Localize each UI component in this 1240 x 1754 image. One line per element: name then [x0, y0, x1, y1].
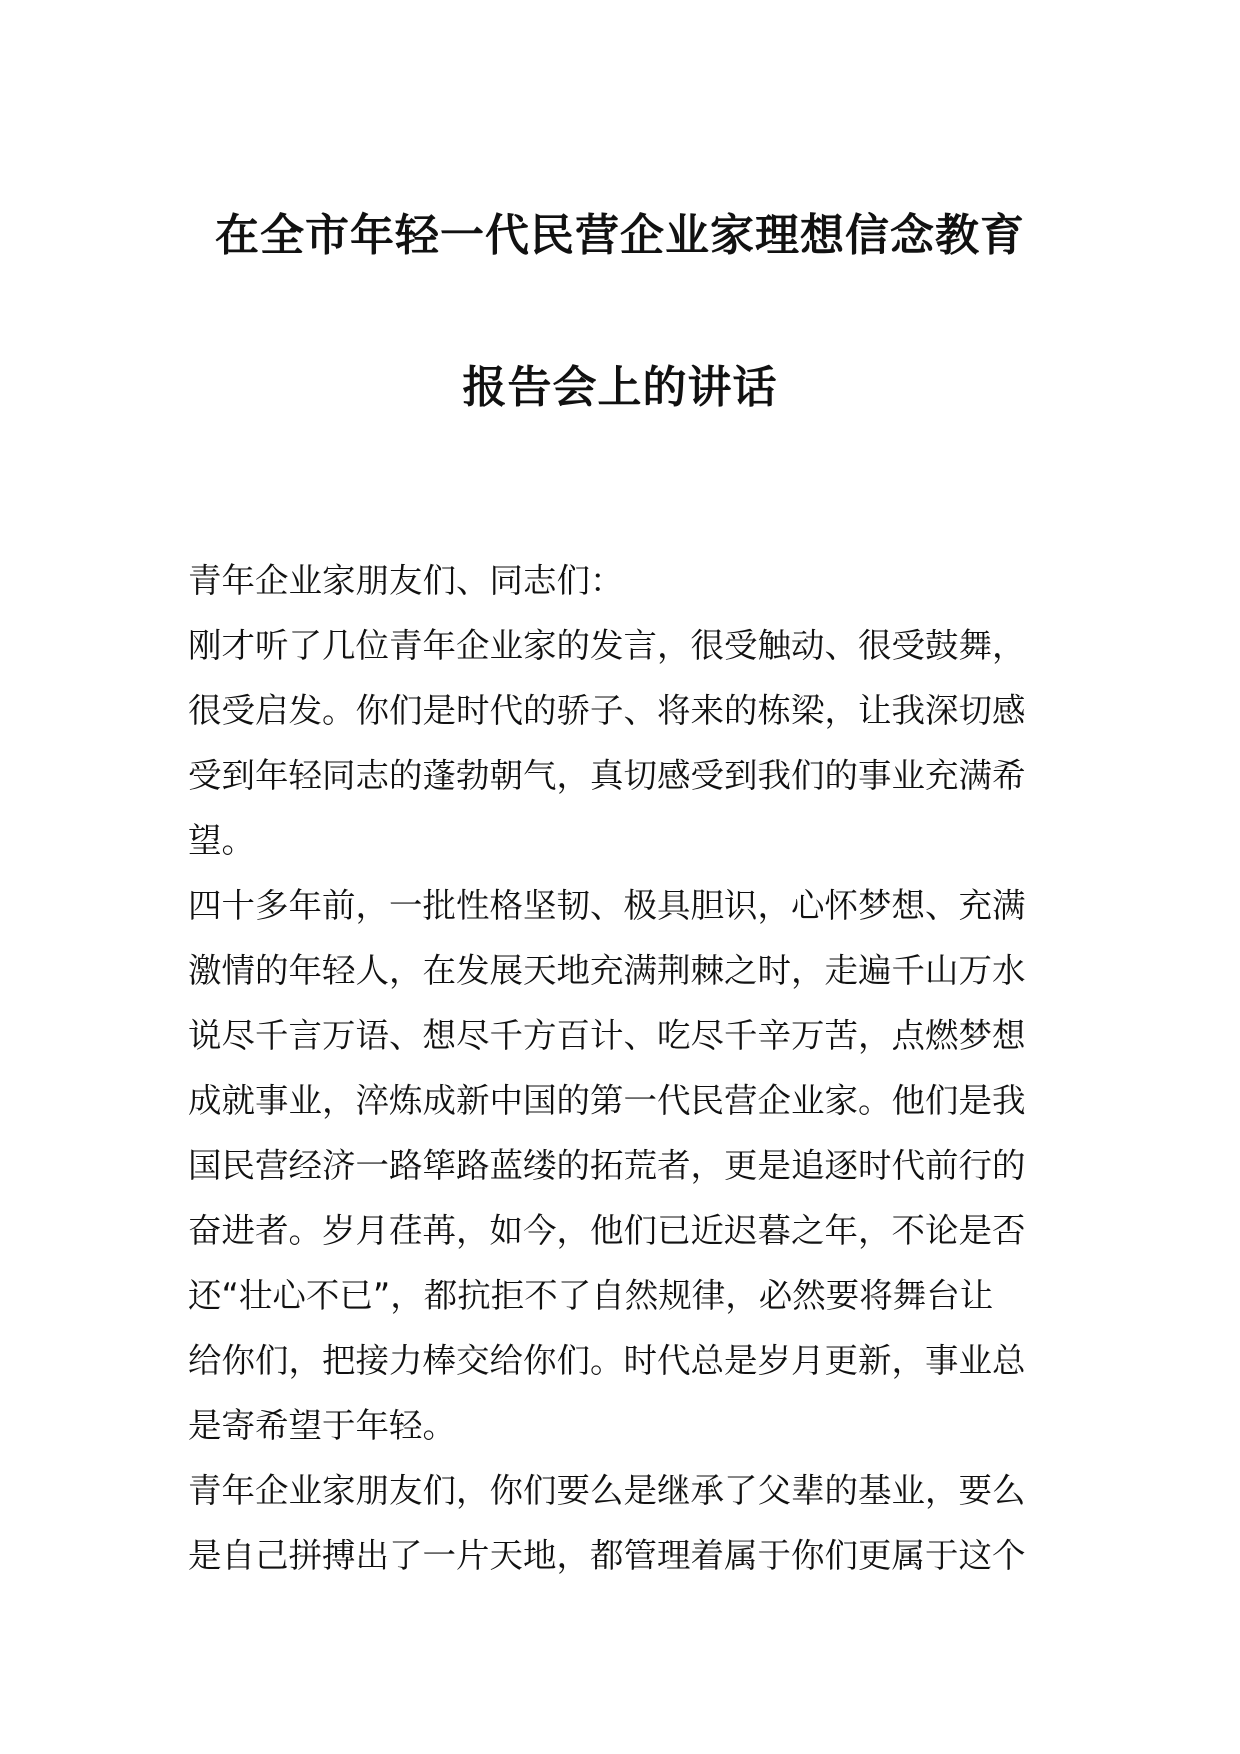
body-line: 四十多年前，一批性格坚韧、极具胆识，心怀梦想、充满	[188, 886, 1026, 925]
body-line: 刚才听了几位青年企业家的发言，很受触动、很受鼓舞，	[188, 626, 1026, 665]
document-title-line-1: 在全市年轻一代民营企业家理想信念教育	[215, 210, 1025, 261]
body-line-salutation: 青年企业家朋友们、同志们：	[188, 561, 624, 600]
body-line: 望。	[188, 821, 255, 860]
body-line: 是自己拼搏出了一片天地，都管理着属于你们更属于这个	[188, 1536, 1026, 1575]
body-line: 说尽千言万语、想尽千方百计、吃尽千辛万苦，点燃梦想	[188, 1016, 1026, 1055]
body-line: 受到年轻同志的蓬勃朝气，真切感受到我们的事业充满希	[188, 756, 1026, 795]
body-line: 激情的年轻人，在发展天地充满荆棘之时，走遍千山万水	[188, 951, 1026, 990]
body-line: 成就事业，淬炼成新中国的第一代民营企业家。他们是我	[188, 1081, 1026, 1120]
document-body	[188, 548, 1058, 1588]
body-line: 是寄希望于年轻。	[188, 1406, 456, 1445]
body-line: 很受启发。你们是时代的骄子、将来的栋梁，让我深切感	[188, 691, 1026, 730]
body-line: 给你们，把接力棒交给你们。时代总是岁月更新，事业总	[188, 1341, 1026, 1380]
body-line: 国民营经济一路筚路蓝缕的拓荒者，更是追逐时代前行的	[188, 1146, 1026, 1185]
body-line: 奋进者。岁月荏苒，如今，他们已近迟暮之年，不论是否	[188, 1211, 1026, 1250]
body-line: 青年企业家朋友们，你们要么是继承了父辈的基业，要么	[188, 1471, 1026, 1510]
document-title-line-2: 报告会上的讲话	[462, 362, 778, 413]
body-line: 还“壮心不已”，都抗拒不了自然规律，必然要将舞台让	[188, 1276, 994, 1315]
